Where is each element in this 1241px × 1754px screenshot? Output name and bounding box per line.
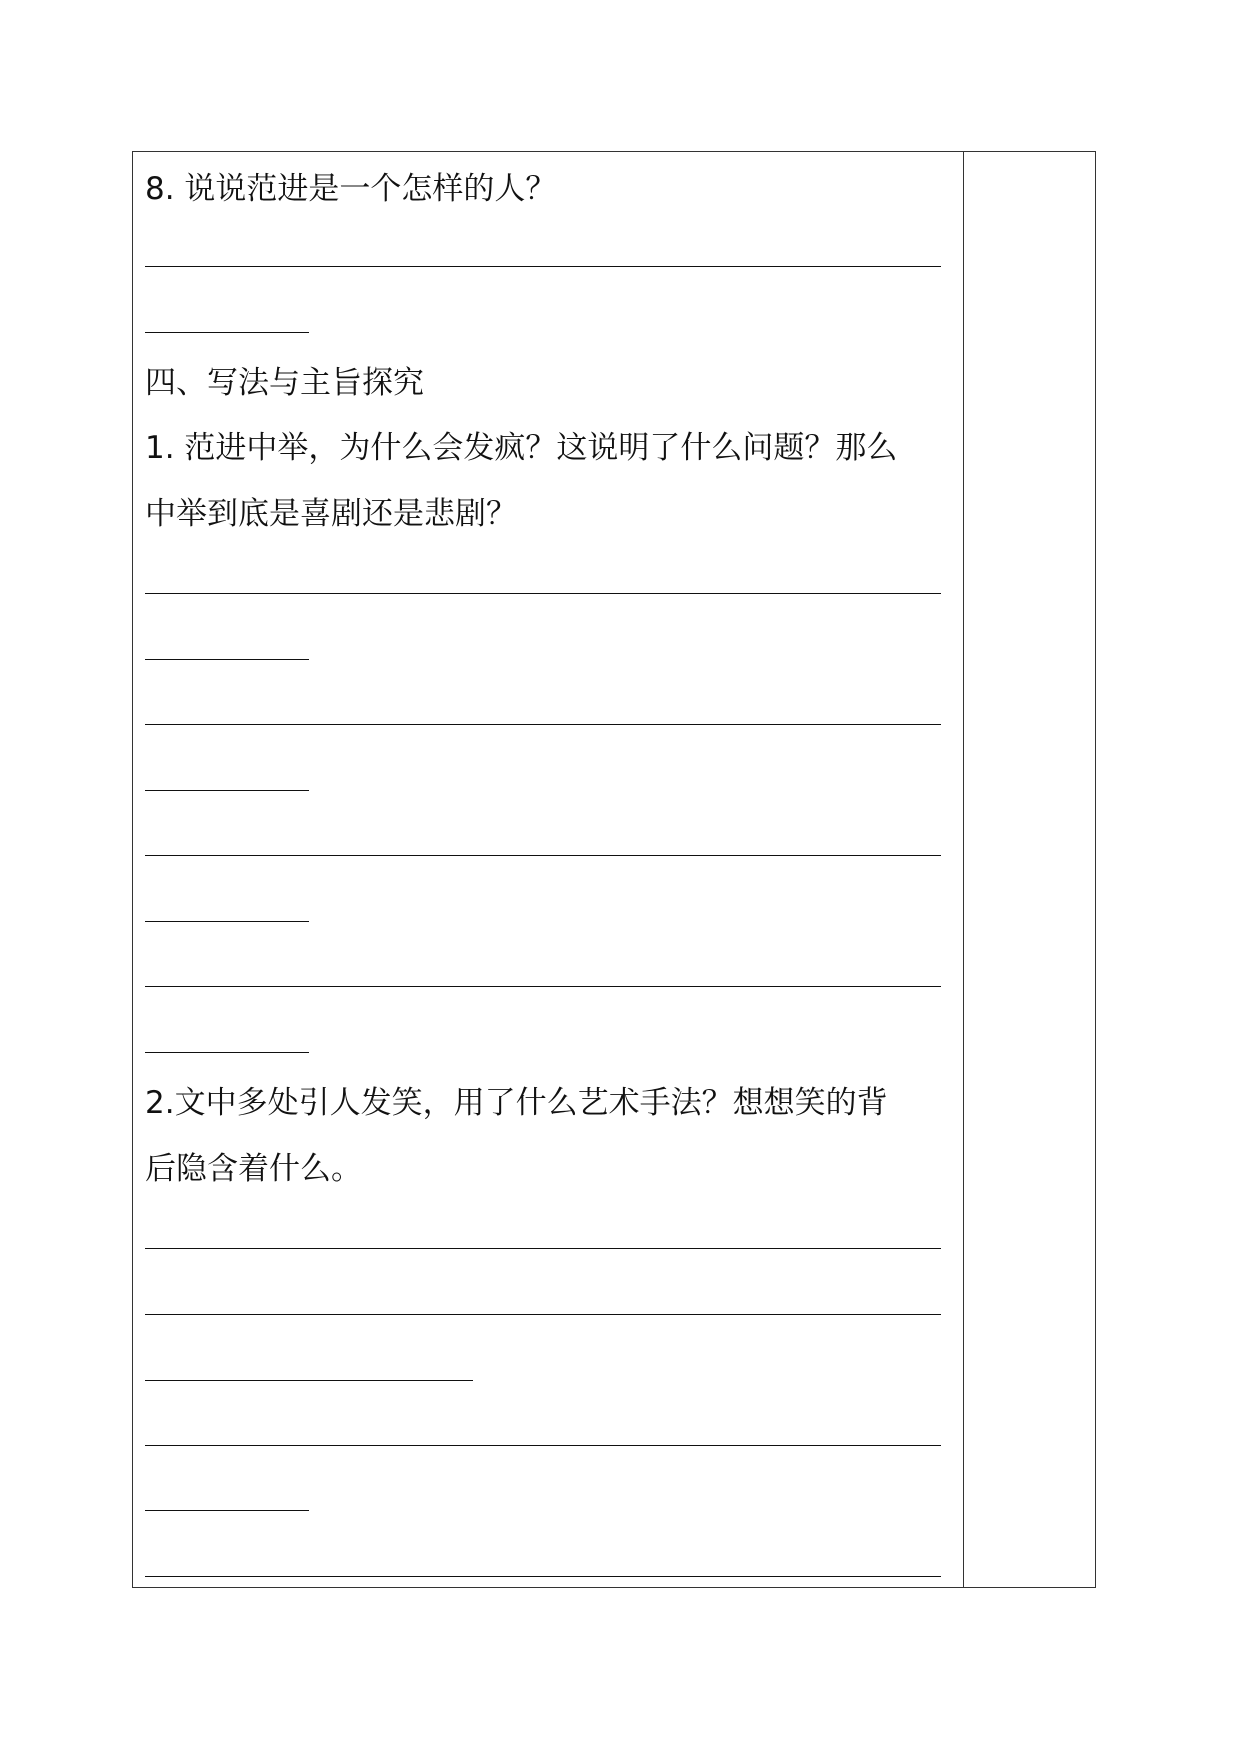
answer-line[interactable] — [145, 855, 941, 856]
answer-line[interactable] — [145, 593, 941, 594]
question-2-line-1: 2.文中多处引人发笑，用了什么艺术手法？想想笑的背 — [145, 1085, 888, 1121]
answer-line[interactable] — [145, 332, 309, 333]
answer-line[interactable] — [145, 1576, 941, 1577]
question-1-line-1: 1. 范进中举，为什么会发疯？这说明了什么问题？那么 — [145, 430, 898, 466]
question-1-line-2: 中举到底是喜剧还是悲剧？ — [145, 496, 517, 532]
answer-line[interactable] — [145, 724, 941, 725]
question-8: 8. 说说范进是一个怎样的人？ — [145, 171, 557, 207]
worksheet-table — [132, 151, 1096, 1588]
question-cell — [145, 152, 955, 1587]
answer-line[interactable] — [145, 1248, 941, 1249]
answer-line[interactable] — [145, 986, 941, 987]
question-2-line-2: 后隐含着什么。 — [145, 1151, 362, 1187]
answer-line[interactable] — [145, 266, 941, 267]
notes-column-divider — [963, 152, 964, 1587]
section-heading: 四、写法与主旨探究 — [145, 365, 424, 401]
answer-line[interactable] — [145, 1314, 941, 1315]
answer-line[interactable] — [145, 790, 309, 791]
answer-line[interactable] — [145, 921, 309, 922]
answer-line[interactable] — [145, 1380, 473, 1381]
answer-line[interactable] — [145, 1052, 309, 1053]
answer-line[interactable] — [145, 659, 309, 660]
answer-line[interactable] — [145, 1445, 941, 1446]
answer-line[interactable] — [145, 1510, 309, 1511]
